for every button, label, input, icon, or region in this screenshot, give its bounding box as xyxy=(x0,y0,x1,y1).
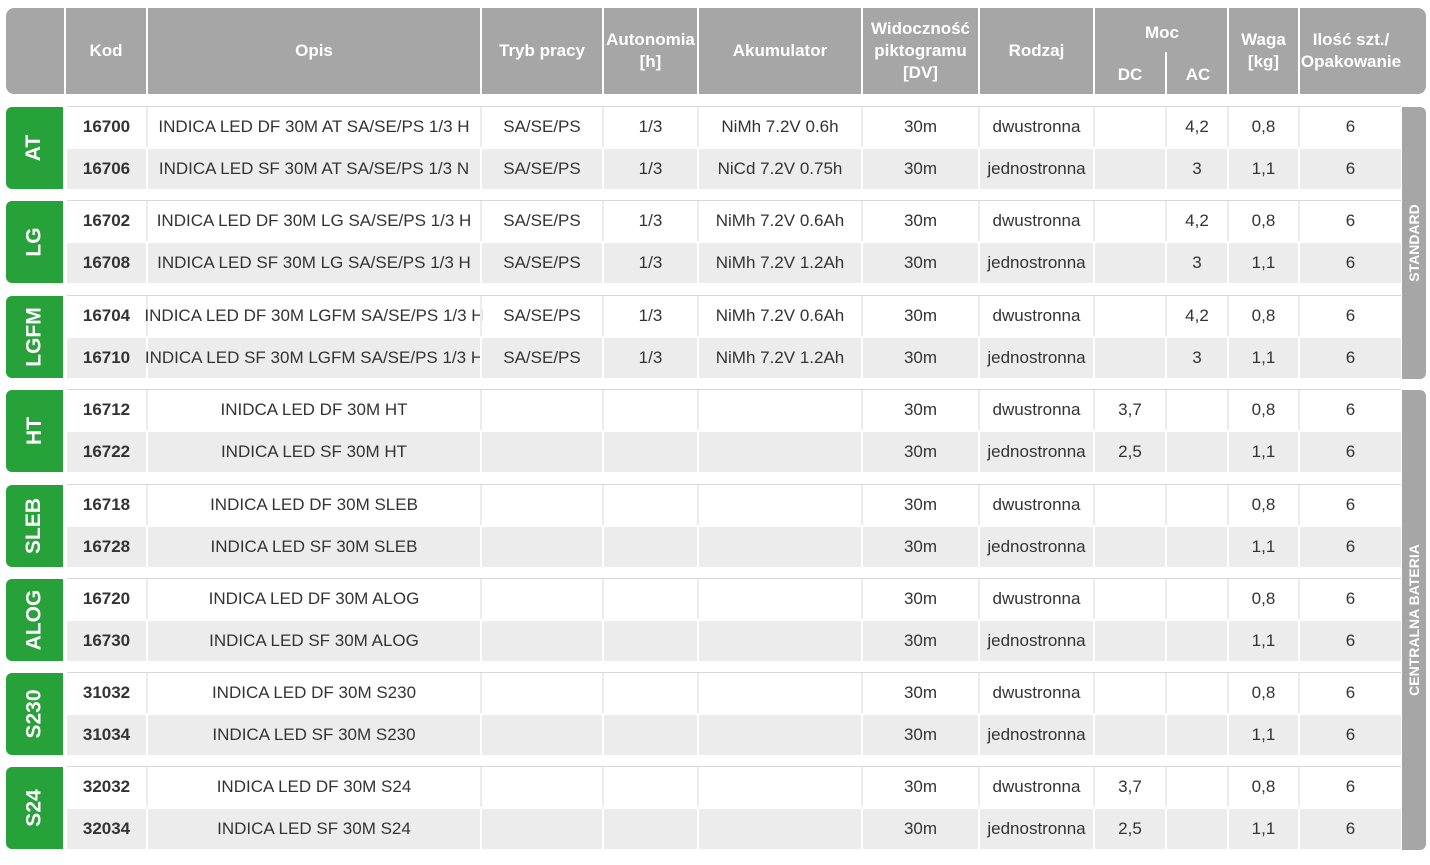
cell-ilosc: 6 xyxy=(1298,767,1401,807)
cell-opis: INDICA LED SF 30M S230 xyxy=(146,715,480,755)
cell-ac: 3 xyxy=(1165,149,1227,189)
cell-widocznosc: 30m xyxy=(861,243,978,283)
cell-dc xyxy=(1093,715,1165,755)
cell-kod: 31032 xyxy=(82,683,131,702)
header-widocznosc-label-2: piktogramu xyxy=(874,41,967,60)
cell-ilosc: 6 xyxy=(1298,673,1401,713)
group-tab-label: AT xyxy=(22,134,46,162)
cell-dc xyxy=(1093,338,1165,378)
cell-akumulator: NiMh 7.2V 0.6Ah xyxy=(697,296,861,336)
cell-autonomia xyxy=(602,390,697,430)
cell-opis: INDICA LED DF 30M LGFM SA/SE/PS 1/3 H xyxy=(146,296,480,336)
cell-autonomia: 1/3 xyxy=(602,149,697,189)
header-tryb-label: Tryb pracy xyxy=(499,41,585,60)
cell-waga: 1,1 xyxy=(1227,432,1298,472)
cell-opis: INDICA LED DF 30M SLEB xyxy=(146,485,480,525)
cell-widocznosc: 30m xyxy=(861,201,978,241)
cell-waga: 1,1 xyxy=(1227,149,1298,189)
section-central-battery-label: CENTRALNA BATERIA xyxy=(1406,544,1422,696)
cell-kod: 16720 xyxy=(82,589,131,608)
group-tab-s24 xyxy=(6,767,63,849)
cell-akumulator xyxy=(697,809,861,849)
cell-rodzaj: jednostronna xyxy=(978,432,1093,472)
cell-akumulator xyxy=(697,767,861,807)
section-standard-label: STANDARD xyxy=(1406,204,1423,282)
header-rodzaj xyxy=(978,8,1093,94)
cell-autonomia: 1/3 xyxy=(602,338,697,378)
header-rodzaj-label: Rodzaj xyxy=(1008,41,1065,60)
cell-opis: INDICA LED SF 30M S24 xyxy=(146,809,480,849)
cell-ac xyxy=(1165,621,1227,661)
cell-ac: 4,2 xyxy=(1165,296,1227,336)
cell-opis: INDICA LED SF 30M AT SA/SE/PS 1/3 N xyxy=(146,149,480,189)
cell-tryb: SA/SE/PS xyxy=(480,107,602,147)
cell-kod: 16706 xyxy=(82,159,131,178)
cell-ilosc: 6 xyxy=(1298,107,1401,147)
cell-dc xyxy=(1093,201,1165,241)
table-row xyxy=(67,243,1401,283)
cell-dc xyxy=(1093,673,1165,713)
cell-widocznosc: 30m xyxy=(861,579,978,619)
header-akumulator-label: Akumulator xyxy=(732,41,828,60)
cell-waga: 1,1 xyxy=(1227,338,1298,378)
cell-widocznosc: 30m xyxy=(861,809,978,849)
cell-kod: 31034 xyxy=(82,725,131,744)
cell-tryb xyxy=(480,767,602,807)
cell-dc xyxy=(1093,579,1165,619)
table-row xyxy=(67,390,1401,430)
header-blank xyxy=(6,8,64,94)
group-tab-label: LG xyxy=(22,227,46,257)
cell-ilosc: 6 xyxy=(1298,201,1401,241)
cell-ilosc: 6 xyxy=(1298,621,1401,661)
table-row xyxy=(67,201,1401,241)
table-row xyxy=(67,432,1401,472)
cell-tryb xyxy=(480,527,602,567)
cell-opis: INDICA LED SF 30M LG SA/SE/PS 1/3 H xyxy=(146,243,480,283)
cell-dc xyxy=(1093,243,1165,283)
cell-ilosc: 6 xyxy=(1298,485,1401,525)
header-widocznosc xyxy=(861,8,978,94)
cell-widocznosc: 30m xyxy=(861,715,978,755)
cell-widocznosc: 30m xyxy=(861,485,978,525)
cell-waga: 0,8 xyxy=(1227,201,1298,241)
cell-autonomia xyxy=(602,809,697,849)
cell-ac xyxy=(1165,579,1227,619)
cell-ilosc: 6 xyxy=(1298,715,1401,755)
cell-widocznosc: 30m xyxy=(861,107,978,147)
cell-waga: 1,1 xyxy=(1227,715,1298,755)
group-tab-label: HT xyxy=(22,417,46,445)
cell-ilosc: 6 xyxy=(1298,338,1401,378)
cell-akumulator: NiMh 7.2V 1.2Ah xyxy=(697,338,861,378)
header-waga xyxy=(1227,8,1298,94)
cell-kod: 16722 xyxy=(82,442,131,461)
header-kod-label: Kod xyxy=(89,41,123,60)
cell-kod: 16710 xyxy=(82,348,131,367)
cell-ac: 3 xyxy=(1165,338,1227,378)
cell-dc: 2,5 xyxy=(1093,809,1165,849)
cell-widocznosc: 30m xyxy=(861,432,978,472)
cell-waga: 1,1 xyxy=(1227,809,1298,849)
cell-dc xyxy=(1093,107,1165,147)
cell-waga: 1,1 xyxy=(1227,527,1298,567)
cell-akumulator xyxy=(697,432,861,472)
group-tab-label: LGFM xyxy=(22,307,46,367)
cell-ac: 4,2 xyxy=(1165,201,1227,241)
cell-waga: 1,1 xyxy=(1227,621,1298,661)
cell-opis: INDICA LED DF 30M S24 xyxy=(146,767,480,807)
cell-widocznosc: 30m xyxy=(861,527,978,567)
cell-akumulator: NiMh 7.2V 0.6Ah xyxy=(697,201,861,241)
cell-tryb xyxy=(480,579,602,619)
cell-ilosc: 6 xyxy=(1298,432,1401,472)
cell-waga: 0,8 xyxy=(1227,107,1298,147)
cell-ac xyxy=(1165,767,1227,807)
header-opis-label: Opis xyxy=(295,41,333,60)
cell-ilosc: 6 xyxy=(1298,149,1401,189)
cell-autonomia xyxy=(602,527,697,567)
group-tab-sleb xyxy=(6,485,63,567)
group-tab-lgfm xyxy=(6,296,63,378)
cell-kod: 32032 xyxy=(82,777,131,796)
cell-waga: 0,8 xyxy=(1227,296,1298,336)
table-row xyxy=(67,621,1401,661)
group-tab-lg xyxy=(6,201,63,283)
cell-opis: INDICA LED DF 30M S230 xyxy=(146,673,480,713)
cell-widocznosc: 30m xyxy=(861,390,978,430)
cell-dc: 2,5 xyxy=(1093,432,1165,472)
cell-opis: INDICA LED SF 30M LGFM SA/SE/PS 1/3 H xyxy=(146,338,480,378)
cell-akumulator xyxy=(697,673,861,713)
header-waga-label: Waga xyxy=(1241,30,1286,49)
group-tab-label: S24 xyxy=(22,789,46,827)
cell-autonomia: 1/3 xyxy=(602,243,697,283)
group-tab-label: ALOG xyxy=(22,589,46,651)
cell-waga: 0,8 xyxy=(1227,579,1298,619)
cell-tryb: SA/SE/PS xyxy=(480,243,602,283)
table-row xyxy=(67,673,1401,713)
cell-autonomia xyxy=(602,579,697,619)
cell-waga: 0,8 xyxy=(1227,485,1298,525)
group-tab-label: SLEB xyxy=(22,497,46,555)
cell-rodzaj: dwustronna xyxy=(978,201,1093,241)
cell-tryb: SA/SE/PS xyxy=(480,338,602,378)
header-widocznosc-unit: [DV] xyxy=(903,63,938,82)
table-row xyxy=(67,296,1401,336)
cell-widocznosc: 30m xyxy=(861,149,978,189)
cell-widocznosc: 30m xyxy=(861,296,978,336)
table-row xyxy=(67,579,1401,619)
cell-ilosc: 6 xyxy=(1298,390,1401,430)
cell-opis: INDICA LED SF 30M HT xyxy=(146,432,480,472)
cell-autonomia: 1/3 xyxy=(602,107,697,147)
cell-akumulator xyxy=(697,527,861,567)
cell-tryb xyxy=(480,485,602,525)
cell-rodzaj: jednostronna xyxy=(978,527,1093,567)
cell-autonomia xyxy=(602,621,697,661)
cell-dc xyxy=(1093,621,1165,661)
cell-waga: 0,8 xyxy=(1227,767,1298,807)
cell-opis: INDICA LED DF 30M ALOG xyxy=(146,579,480,619)
cell-autonomia xyxy=(602,715,697,755)
cell-rodzaj: jednostronna xyxy=(978,149,1093,189)
table-row xyxy=(67,809,1401,849)
cell-rodzaj: dwustronna xyxy=(978,107,1093,147)
cell-kod: 16730 xyxy=(82,631,131,650)
cell-widocznosc: 30m xyxy=(861,767,978,807)
cell-tryb xyxy=(480,621,602,661)
cell-ilosc: 6 xyxy=(1298,579,1401,619)
cell-rodzaj: jednostronna xyxy=(978,338,1093,378)
table-row xyxy=(67,715,1401,755)
header-widocznosc-label-1: Widoczność xyxy=(870,19,971,38)
section-standard xyxy=(1402,107,1426,379)
cell-dc xyxy=(1093,527,1165,567)
cell-waga: 1,1 xyxy=(1227,243,1298,283)
cell-ac xyxy=(1165,485,1227,525)
table-row xyxy=(67,107,1401,147)
section-central-battery xyxy=(1402,390,1426,850)
group-tab-ht xyxy=(6,390,63,472)
cell-dc: 3,7 xyxy=(1093,767,1165,807)
cell-rodzaj: dwustronna xyxy=(978,296,1093,336)
cell-kod: 16728 xyxy=(82,537,131,556)
cell-akumulator: NiMh 7.2V 1.2Ah xyxy=(697,243,861,283)
cell-ac xyxy=(1165,715,1227,755)
header-moc xyxy=(1093,8,1227,94)
cell-autonomia xyxy=(602,485,697,525)
cell-kod: 16700 xyxy=(82,117,131,136)
cell-rodzaj: jednostronna xyxy=(978,243,1093,283)
cell-tryb: SA/SE/PS xyxy=(480,201,602,241)
header-autonomia xyxy=(602,8,697,94)
cell-rodzaj: jednostronna xyxy=(978,715,1093,755)
header-ilosc-label-1: Ilość szt./ xyxy=(1312,30,1390,49)
cell-autonomia: 1/3 xyxy=(602,201,697,241)
cell-akumulator xyxy=(697,715,861,755)
header-moc-label: Moc xyxy=(1145,23,1179,42)
cell-ac: 4,2 xyxy=(1165,107,1227,147)
cell-rodzaj: dwustronna xyxy=(978,390,1093,430)
cell-opis: INIDCA LED DF 30M HT xyxy=(146,390,480,430)
cell-widocznosc: 30m xyxy=(861,673,978,713)
cell-ac xyxy=(1165,673,1227,713)
cell-tryb: SA/SE/PS xyxy=(480,149,602,189)
cell-widocznosc: 30m xyxy=(861,338,978,378)
cell-kod: 16712 xyxy=(82,400,131,419)
header-kod xyxy=(64,8,146,94)
cell-tryb: SA/SE/PS xyxy=(480,296,602,336)
cell-akumulator: NiMh 7.2V 0.6h xyxy=(697,107,861,147)
cell-tryb xyxy=(480,673,602,713)
cell-ac xyxy=(1165,390,1227,430)
cell-kod: 16718 xyxy=(82,495,131,514)
cell-widocznosc: 30m xyxy=(861,621,978,661)
cell-ac: 3 xyxy=(1165,243,1227,283)
header-dc-label: DC xyxy=(1117,65,1143,84)
cell-dc: 3,7 xyxy=(1093,390,1165,430)
header-akumulator xyxy=(697,8,861,94)
header-waga-unit: [kg] xyxy=(1247,52,1280,71)
header-ac-label: AC xyxy=(1185,65,1211,84)
header-ilosc-label-2: Opakowanie xyxy=(1300,52,1402,71)
cell-kod: 32034 xyxy=(82,819,131,838)
cell-opis: INDICA LED SF 30M SLEB xyxy=(146,527,480,567)
cell-ac xyxy=(1165,809,1227,849)
table-row xyxy=(67,149,1401,189)
cell-autonomia xyxy=(602,767,697,807)
cell-rodzaj: dwustronna xyxy=(978,579,1093,619)
table-row xyxy=(67,485,1401,525)
cell-opis: INDICA LED DF 30M LG SA/SE/PS 1/3 H xyxy=(146,201,480,241)
cell-rodzaj: dwustronna xyxy=(978,767,1093,807)
cell-ilosc: 6 xyxy=(1298,809,1401,849)
table-row xyxy=(67,338,1401,378)
cell-ilosc: 6 xyxy=(1298,527,1401,567)
cell-rodzaj: jednostronna xyxy=(978,809,1093,849)
cell-waga: 0,8 xyxy=(1227,390,1298,430)
header-opis xyxy=(146,8,480,94)
cell-opis: INDICA LED SF 30M ALOG xyxy=(146,621,480,661)
cell-rodzaj: jednostronna xyxy=(978,621,1093,661)
cell-rodzaj: dwustronna xyxy=(978,673,1093,713)
table-row xyxy=(67,527,1401,567)
cell-dc xyxy=(1093,149,1165,189)
group-tab-alog xyxy=(6,579,63,661)
group-tab-s230 xyxy=(6,673,63,755)
cell-akumulator xyxy=(697,579,861,619)
cell-tryb xyxy=(480,390,602,430)
header-ilosc xyxy=(1298,8,1402,94)
cell-dc xyxy=(1093,485,1165,525)
cell-autonomia: 1/3 xyxy=(602,296,697,336)
cell-ilosc: 6 xyxy=(1298,243,1401,283)
table-row xyxy=(67,767,1401,807)
cell-waga: 0,8 xyxy=(1227,673,1298,713)
cell-kod: 16708 xyxy=(82,253,131,272)
group-tab-label: S230 xyxy=(22,689,46,739)
cell-akumulator xyxy=(697,621,861,661)
group-tab-at xyxy=(6,107,63,189)
cell-opis: INDICA LED DF 30M AT SA/SE/PS 1/3 H xyxy=(146,107,480,147)
table-header xyxy=(6,8,1426,94)
cell-akumulator: NiCd 7.2V 0.75h xyxy=(697,149,861,189)
cell-tryb xyxy=(480,432,602,472)
cell-tryb xyxy=(480,715,602,755)
header-autonomia-unit: [h] xyxy=(639,52,662,71)
cell-dc xyxy=(1093,296,1165,336)
cell-ac xyxy=(1165,527,1227,567)
cell-kod: 16702 xyxy=(82,211,131,230)
cell-ac xyxy=(1165,432,1227,472)
cell-rodzaj: dwustronna xyxy=(978,485,1093,525)
cell-akumulator xyxy=(697,485,861,525)
cell-autonomia xyxy=(602,673,697,713)
cell-autonomia xyxy=(602,432,697,472)
header-autonomia-label: Autonomia xyxy=(606,30,695,49)
cell-ilosc: 6 xyxy=(1298,296,1401,336)
cell-kod: 16704 xyxy=(82,306,131,325)
cell-tryb xyxy=(480,809,602,849)
header-tryb xyxy=(480,8,602,94)
cell-akumulator xyxy=(697,390,861,430)
